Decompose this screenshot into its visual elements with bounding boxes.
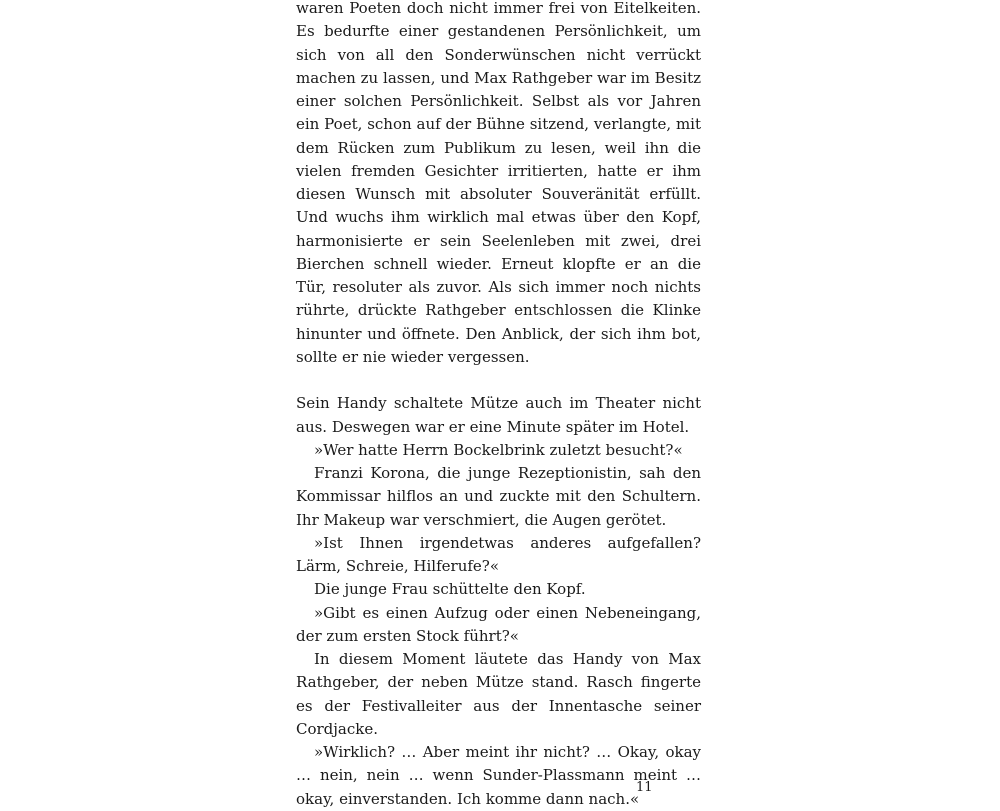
page-number: 11 [636,780,653,795]
paragraph: »Wer hatte Herrn Bockelbrink zuletzt besucht?« [314,440,683,459]
paragraph: »Gibt es einen Aufzug oder einen Nebeneingang, der zum ersten Stock führt?« [296,603,701,645]
paragraph: Sein Handy schaltete Mütze auch im Theater nicht aus. Deswegen war er eine Minute später im Hotel. [296,394,701,436]
paragraph: »Wirklich? … Aber meint ihr nicht? … Okay, okay … nein, nein … wenn Sunder-Plassmann meint … okay, einverstanden. Ich komme dann nach.« [296,743,701,808]
paragraph: waren Poeten doch nicht immer frei von Eitelkeiten. Es bedurfte einer gestandenen Persönlichkeit, um sich von all den Sonderwünschen nicht verrückt machen zu lassen, und Max Rathgeber war im Besitz einer solchen Persönlichkeit. Selbst als vor Jahren ein Poet, schon auf der Bühne sitzend, verlangte, mit dem Rücken zum Publikum zu lesen, weil ihn die vielen fremden Gesichter irritierten, hatte er ihm diesen Wunsch mit absoluter Souveränität erfüllt. Und wuchs ihm wirklich mal etwas über den Kopf, harmonisierte er sein Seelenleben mit zwei, drei Bierchen schnell wieder. Erneut klopfte er an die Tür, resoluter als zuvor. Als sich immer noch nichts rührte, drückte Rathgeber entschlossen die Klinke hinunter und öffnete. Den Anblick, der sich ihm bot, sollte er nie wieder vergessen. [296,0,701,366]
body-text [296,0,701,811]
paragraph: »Ist Ihnen irgendetwas anderes aufgefallen? Lärm, Schreie, Hilferufe?« [296,533,701,575]
paragraph: Die junge Frau schüttelte den Kopf. [314,580,586,599]
paragraph: In diesem Moment läutete das Handy von Max Rathgeber, der neben Mütze stand. Rasch fingerte es der Festivalleiter aus der Innentasche seiner Cordjacke. [296,650,701,738]
paragraph: Franzi Korona, die junge Rezeptionistin, sah den Kommissar hilflos an und zuckte mit den Schultern. Ihr Makeup war verschmiert, die Augen gerötet. [296,464,701,529]
